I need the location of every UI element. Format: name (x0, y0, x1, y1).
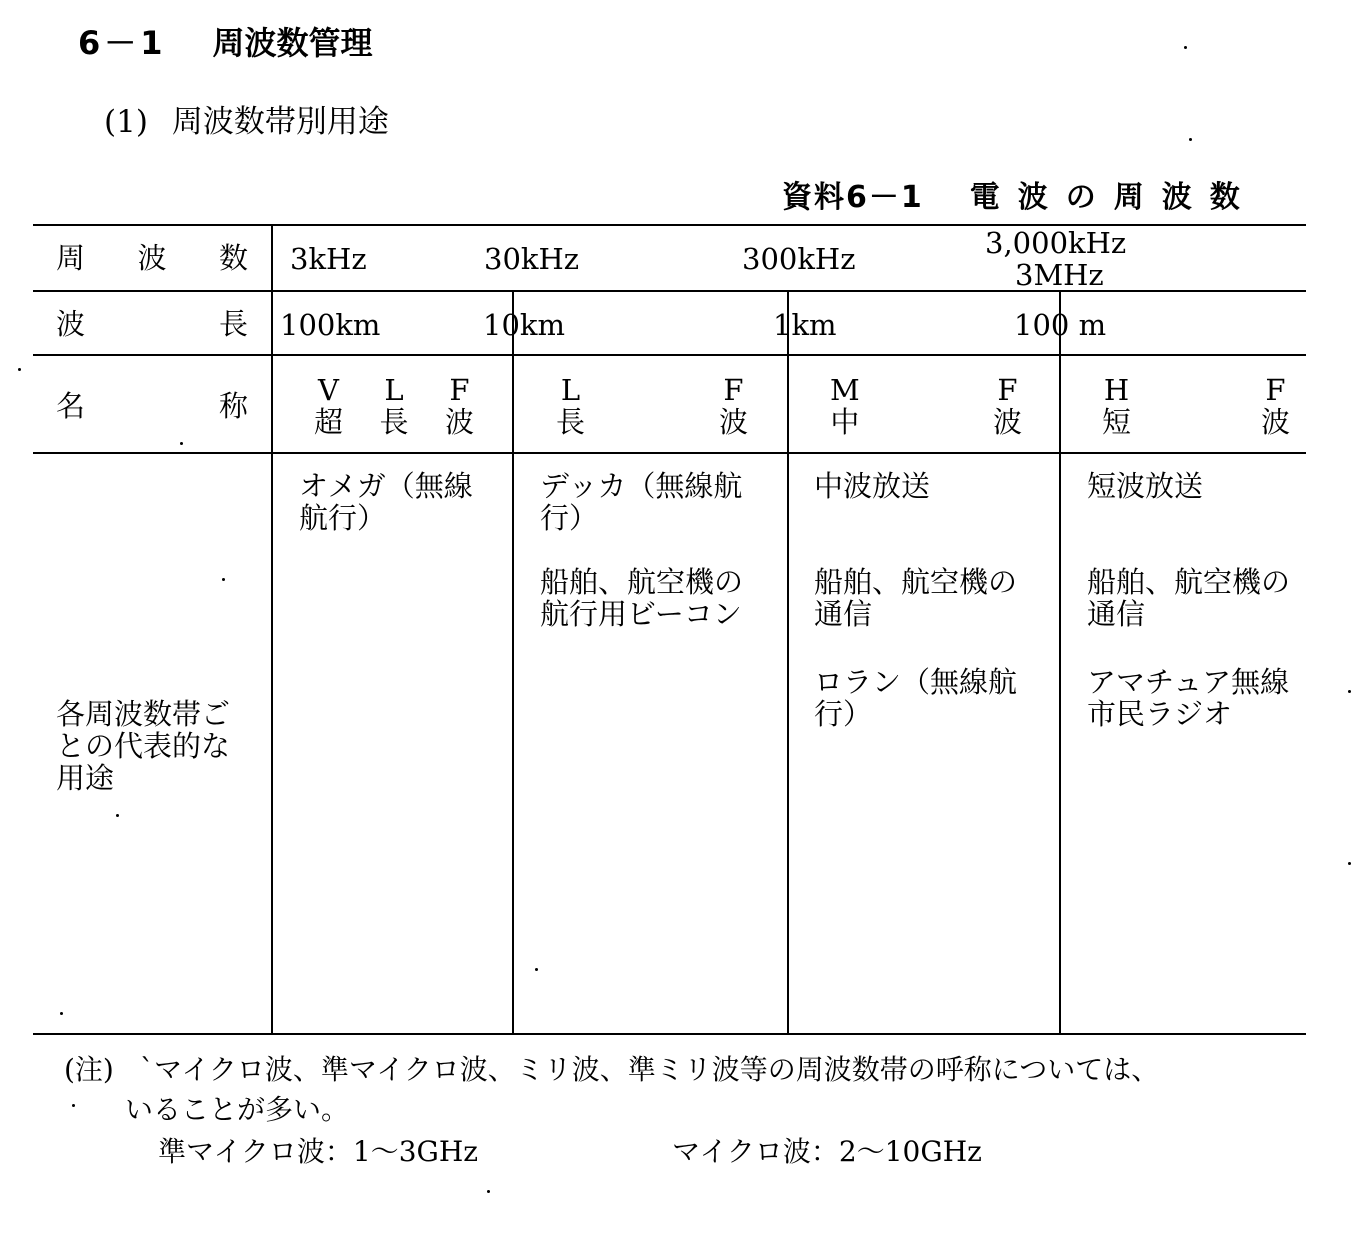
note-text-line2: いることが多い。 (125, 1093, 350, 1126)
usage-mf-3: ロラン（無線航行） (814, 665, 1018, 731)
row-label-frequency-char-3: 数 (218, 241, 248, 275)
band-letter: F (997, 373, 1018, 407)
note-item-microwave: マイクロ波：2～10GHz (672, 1135, 982, 1168)
band-kanji: 波 (992, 405, 1022, 439)
frequency-tick-30khz: 30kHz (484, 242, 580, 276)
scan-speck (116, 814, 119, 817)
section-heading (78, 18, 373, 64)
scan-speck (60, 1012, 63, 1015)
frequency-tick-3khz: 3kHz (290, 242, 367, 276)
frequency-tick-300khz: 300kHz (742, 242, 856, 276)
band-name-lf (556, 374, 748, 438)
row-label-name (56, 390, 248, 423)
scan-speck (535, 968, 538, 971)
band-letter: L (560, 373, 581, 407)
band-letter: F (1265, 373, 1286, 407)
band-kanji: 波 (718, 405, 748, 439)
wavelength-tick-1km: 1km (773, 308, 837, 342)
scan-speck (487, 1190, 490, 1193)
wavelength-tick-100km: 100km (280, 308, 381, 342)
row-label-wavelength-char-1: 波 (56, 307, 86, 341)
scan-speck (18, 368, 21, 371)
scan-speck (1184, 46, 1187, 49)
scan-speck (1189, 138, 1192, 141)
usage-lf-2: 船舶、航空機の航行用ビーコン (540, 565, 744, 631)
frequency-tick-3mhz: 3MHz (1015, 258, 1104, 292)
label-column-divider (271, 224, 273, 1035)
row-label-frequency (56, 242, 248, 275)
band-kanji: 波 (1260, 405, 1290, 439)
wavelength-row-border (33, 354, 1306, 356)
band-letter: L (384, 373, 404, 407)
band-kanji: 超 (314, 405, 344, 439)
band-name-vlf-col-1 (314, 374, 343, 438)
scan-speck (1348, 862, 1351, 865)
usage-hf-1: 短波放送 (1087, 469, 1204, 503)
table-bottom-border (33, 1033, 1306, 1035)
usage-mf-1: 中波放送 (814, 469, 931, 503)
frequency-row-border (33, 290, 1306, 292)
table-caption-number: 資料6－1 (782, 180, 924, 215)
note-item-quasi-microwave: 準マイクロ波：1～3GHz (158, 1135, 479, 1168)
scan-speck (222, 578, 225, 581)
band-kanji: 長 (379, 405, 409, 439)
usage-hf-3: アマチュア無線市民ラジオ (1087, 665, 1290, 731)
band-letter: F (723, 373, 744, 407)
scan-speck (72, 1104, 75, 1107)
band-letter: F (449, 373, 470, 407)
band-name-hf (1102, 374, 1290, 438)
band-name-vlf-col-3 (445, 374, 474, 438)
subsection-heading (104, 96, 389, 141)
name-row-border (33, 452, 1306, 454)
usage-vlf-1: オメガ（無線航行） (299, 469, 473, 535)
wavelength-tick-10km: 10km (483, 308, 565, 342)
wavelength-tick-100m: 100 m (1014, 308, 1107, 342)
band-name-mf-col-2 (993, 374, 1022, 438)
row-label-frequency-char-1: 周 (56, 241, 86, 275)
subsection-title: 周波数帯別用途 (171, 104, 389, 140)
band-kanji: 波 (444, 405, 474, 439)
row-label-name-char-2: 称 (218, 389, 248, 423)
band-kanji: 中 (830, 405, 860, 439)
band-divider-300khz (787, 290, 789, 1035)
row-label-name-char-1: 名 (56, 389, 86, 423)
band-letter: H (1103, 373, 1130, 407)
note-label: (注) (64, 1053, 114, 1086)
row-label-wavelength-char-2: 長 (218, 307, 248, 341)
band-name-hf-col-2 (1261, 374, 1290, 438)
row-label-wavelength (56, 308, 248, 341)
row-label-usage: 各周波数帯ごとの代表的な用途 (56, 697, 231, 795)
usage-lf-1: デッカ（無線航行） (540, 469, 743, 535)
band-name-mf-col-1 (830, 374, 860, 438)
band-name-vlf-col-2 (379, 374, 408, 438)
band-letter: V (318, 373, 339, 407)
frequency-tick-3000khz: 3,000kHz (985, 226, 1127, 260)
band-divider-30khz (512, 290, 514, 1035)
scan-speck (180, 442, 183, 445)
usage-hf-2: 船舶、航空機の通信 (1087, 565, 1291, 631)
note-text-line1: `マイクロ波、準マイクロ波、ミリ波、準ミリ波等の周波数帯の呼称については、 (140, 1053, 1160, 1086)
band-kanji: 長 (556, 405, 586, 439)
band-letter: M (830, 373, 860, 407)
scan-speck (1348, 690, 1351, 693)
usage-mf-2: 船舶、航空機の通信 (814, 565, 1018, 631)
table-caption-name: 電波の周波数 (969, 180, 1258, 215)
band-name-mf (830, 374, 1022, 438)
band-kanji: 短 (1102, 405, 1132, 439)
section-title: 周波数管理 (212, 24, 373, 62)
table-caption (782, 172, 1258, 216)
row-label-frequency-char-2: 波 (137, 241, 167, 275)
band-name-vlf (314, 374, 474, 438)
subsection-number: (1) (104, 104, 148, 140)
band-name-hf-col-1 (1102, 374, 1131, 438)
band-name-lf-col-1 (556, 374, 585, 438)
band-name-lf-col-2 (719, 374, 748, 438)
section-number: 6－1 (78, 24, 167, 62)
band-divider-3mhz (1059, 290, 1061, 1035)
